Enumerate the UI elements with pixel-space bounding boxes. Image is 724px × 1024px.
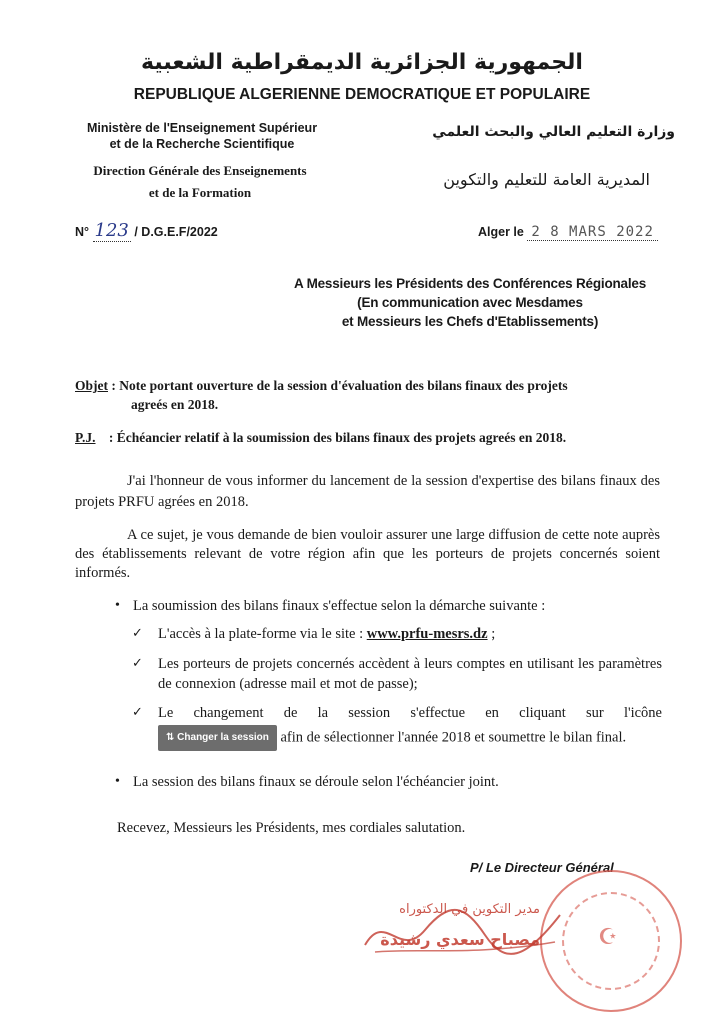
- ministry-name-arabic: وزارة التعليم العالي والبحث العلمي: [432, 124, 675, 140]
- reference-suffix: / D.G.E.F/2022: [134, 225, 218, 239]
- ministry-name: [52, 120, 352, 152]
- direction-name-arabic: المديرية العامة للتعليم والتكوين: [443, 170, 650, 189]
- checkmark-icon: ✓: [132, 705, 143, 720]
- paragraph-diffusion: A ce sujet, je vous demande de bien vouloir assurer une large diffusion de cette note auprès des établissements relevant de votre région afin que les porteurs de projets concernés soient informés.: [75, 527, 660, 581]
- direction-line-2: et de la Formation: [148, 185, 252, 200]
- attachment-text: : Échéancier relatif à la soumission des bilans finaux des projets agreés en 2018.: [108, 430, 567, 445]
- check-session-line-1: Le changement de la session s'effectue en cliquant sur l'icône: [158, 705, 662, 721]
- attachment-label: P.J.: [75, 430, 96, 445]
- swap-arrows-icon: ⇅: [166, 732, 175, 743]
- object-label: Objet: [75, 378, 108, 393]
- reference-prefix: N°: [75, 225, 90, 239]
- direction-line-1: Direction Générale des Enseignements: [93, 163, 307, 178]
- bullet-schedule-text: La session des bilans finaux se déroule selon l'échéancier joint.: [133, 774, 499, 790]
- bullet-item-procedure: [115, 598, 665, 615]
- checkmark-icon: ✓: [132, 626, 143, 641]
- bullet-item-schedule: [115, 774, 665, 791]
- ministry-line-2: et de la Recherche Scientifique: [109, 137, 295, 151]
- check-platform-text: L'accès à la plate-forme via le site :: [158, 626, 364, 642]
- addressee-line-3: et Messieurs les Chefs d'Etablissements): [341, 314, 599, 329]
- place-label: Alger le: [478, 225, 524, 239]
- french-republic-title: REPUBLIQUE ALGERIENNE DEMOCRATIQUE ET POPULAIRE: [133, 86, 591, 103]
- paragraph-intro: J'ai l'honneur de vous informer du lancement de la session d'expertise des bilans finaux des projets PRFU agrées en 2018.: [75, 473, 660, 510]
- signature-arabic-line-1: مدير التكوين في الدكتوراه: [399, 902, 540, 917]
- object-section: Objet : Note portant ouverture de la session d'évaluation des bilans finaux des projets agreés en 2018.: [75, 376, 665, 414]
- date-line: [478, 224, 658, 240]
- addressee-line-1: A Messieurs les Présidents des Conférences Régionales: [293, 276, 647, 291]
- object-text-line-2: agreés en 2018.: [131, 397, 219, 412]
- reference-handwritten-number: 123: [94, 220, 129, 241]
- addressee-line-2: (En communication avec Mesdames: [357, 295, 583, 310]
- check-item-session: [132, 703, 662, 751]
- signature-title: P/ Le Directeur Général: [470, 860, 614, 875]
- attachment-section: [75, 430, 675, 446]
- check-platform-end: ;: [491, 626, 496, 642]
- checkmark-icon: ✓: [132, 656, 143, 671]
- check-session-after: afin de sélectionner l'année 2018 et soumettre le bilan final.: [280, 729, 627, 746]
- signature-arabic-line-2: مصباح سعدي رشيدة: [380, 930, 540, 949]
- date-stamp: 2 8 MARS 2022: [527, 224, 658, 241]
- changer-session-button[interactable]: [158, 725, 277, 751]
- ministry-line-1: Ministère de l'Enseignement Supérieur: [86, 121, 318, 135]
- platform-link[interactable]: www.prfu-mesrs.dz: [366, 626, 488, 642]
- closing-salutation: Recevez, Messieurs les Présidents, mes cordiales salutation.: [117, 820, 466, 836]
- bullet-icon: •: [115, 598, 120, 613]
- direction-name: [40, 160, 360, 204]
- check-accounts-text: Les porteurs de projets concernés accèdent à leurs comptes en utilisant les paramètres de connexion (adresse mail et mot de passe);: [158, 656, 662, 692]
- stamp-star-icon: ☪: [598, 925, 618, 950]
- bullet-icon: •: [115, 774, 120, 789]
- arabic-republic-title: الجمهورية الجزائرية الديمقراطية الشعبية: [141, 50, 583, 75]
- addressee: [250, 274, 690, 331]
- object-text-line-1: Note portant ouverture de la session d'évaluation des bilans finaux des projets: [119, 378, 568, 393]
- reference-number: [75, 220, 218, 241]
- bullet-procedure-text: La soumission des bilans finaux s'effectue selon la démarche suivante :: [133, 598, 546, 614]
- check-item-accounts: [132, 654, 662, 694]
- check-item-platform: [132, 626, 662, 643]
- changer-session-label: Changer la session: [177, 732, 269, 743]
